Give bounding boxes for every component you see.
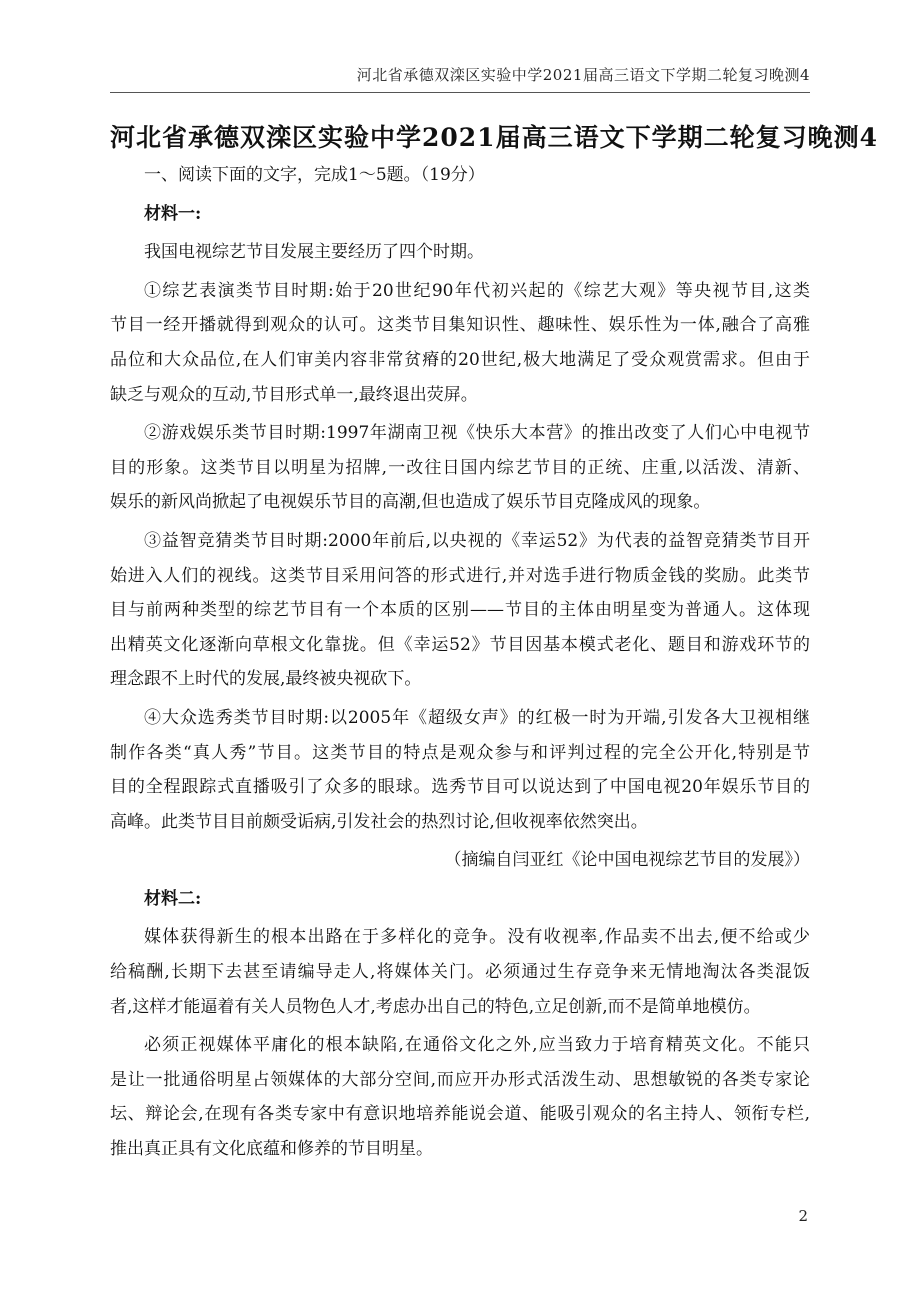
paragraph-line: 出精英文化逐渐向草根文化靠拢。但《幸运52》节目因基本模式老化、题目和游戏环节的 [110,634,810,655]
paragraph-line: 目的形象。这类节目以明星为招牌,一改往日国内综艺节目的正统、庄重,以活泼、清新、 [110,457,810,478]
page-number: 2 [798,1207,808,1225]
paragraph-line: 必须正视媒体平庸化的根本缺陷,在通俗文化之外,应当致力于培育精英文化。不能只 [144,1035,810,1056]
header-rule [110,92,810,93]
material1-heading: 材料一: [144,203,202,224]
paragraph-line: 缺乏与观众的互动,节目形式单一,最终退出荧屏。 [110,384,478,405]
running-header: 河北省承德双滦区实验中学2021届高三语文下学期二轮复习晚测4 [356,66,810,84]
paragraph-line: 坛、辩论会,在现有各类专家中有意识地培养能说会道、能吸引观众的名主持人、领衔专栏, [110,1104,810,1125]
paragraph-line: 目与前两种类型的综艺节目有一个本质的区别——节目的主体由明星变为普通人。这体现 [110,600,810,621]
paragraph-line: 理念跟不上时代的发展,最终被央视砍下。 [110,669,422,690]
paragraph-line: 给稿酬,长期下去甚至请编导走人,将媒体关门。必须通过生存竞争来无情地淘汰各类混饭 [110,962,810,983]
paragraph-line: 推出真正具有文化底蕴和修养的节目明星。 [110,1139,433,1160]
paragraph-line: ②游戏娱乐类节目时期:1997年湖南卫视《快乐大本营》的推出改变了人们心中电视节 [144,423,810,444]
paragraph-line: 节目一经开播就得到观众的认可。这类节目集知识性、趣味性、娱乐性为一体,融合了高雅 [110,315,810,336]
paragraph-line: 品位和大众品位,在人们审美内容非常贫瘠的20世纪,极大地满足了受众观赏需求。但由于 [110,349,810,370]
material2-heading: 材料二: [144,888,202,909]
document-title: 河北省承德双滦区实验中学2021届高三语文下学期二轮复习晚测4 [110,123,878,152]
paragraph-line: ①综艺表演类节目时期:始于20世纪90年代初兴起的《综艺大观》等央视节目,这类 [144,280,810,301]
material1-paragraph-3 [110,524,810,697]
paragraph-line: 高峰。此类节目目前颇受诟病,引发社会的热烈讨论,但收视率依然突出。 [110,811,648,832]
material1-intro: 我国电视综艺节目发展主要经历了四个时期。 [144,242,484,263]
paragraph-line: 是让一批通俗明星占领媒体的大部分空间,而应开办形式活泼生动、思想敏锐的各类专家论 [110,1069,810,1090]
paragraph-line: 媒体获得新生的根本出路在于多样化的竞争。没有收视率,作品卖不出去,便不给或少 [144,927,810,948]
paragraph-line: 娱乐的新风尚掀起了电视娱乐节目的高潮,但也造成了娱乐节目克隆成风的现象。 [110,492,711,513]
material1-source: （摘编自闫亚红《论中国电视综艺节目的发展》） [444,850,810,871]
section-instruction: 一、阅读下面的文字，完成1～5题。（19分） [144,165,485,185]
material2-paragraph-2 [110,1028,810,1166]
paragraph-line: 者,这样才能逼着有关人员物色人才,考虑办出自己的特色,立足创新,而不是简单地模仿。 [110,996,761,1017]
material1-paragraph-4 [110,701,810,839]
paragraph-line: 目的全程跟踪式直播吸引了众多的眼球。选秀节目可以说达到了中国电视20年娱乐节目的 [110,777,810,798]
paragraph-line: 始进入人们的视线。这类节目采用问答的形式进行,并对选手进行物质金钱的奖励。此类节 [110,565,810,586]
material1-paragraph-1 [110,274,810,412]
material1-paragraph-2 [110,416,810,520]
paragraph-line: 制作各类“真人秀”节目。这类节目的特点是观众参与和评判过程的完全公开化,特别是节 [110,742,810,763]
material2-paragraph-1 [110,920,810,1024]
paragraph-line: ③益智竞猜类节目时期:2000年前后,以央视的《幸运52》为代表的益智竞猜类节目开 [144,530,810,551]
document-body [110,158,810,1167]
paragraph-line: ④大众选秀类节目时期:以2005年《超级女声》的红极一时为开端,引发各大卫视相继 [144,707,810,728]
